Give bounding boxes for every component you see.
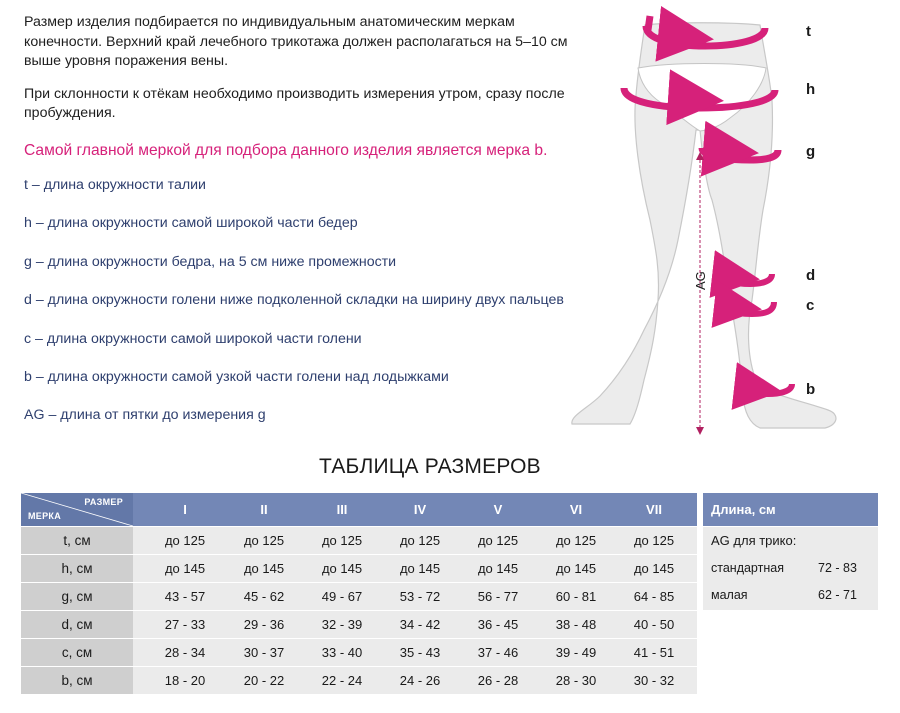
label-c: c [806,297,815,314]
table-cell: 35 - 43 [399,645,441,660]
corner-size-label: РАЗМЕР [84,497,123,507]
intro-paragraph-1: Размер изделия подбирается по индивидуальным анатомическим меркам конечности. Верхний край лечебного трикотажа должен располагаться на 5–10 см выше уровня поражения вены. [24,14,568,69]
key-measure-note: Самой главной меркой для подбора данного изделия является мерка b. [24,142,548,159]
row-label: d, см [21,611,133,638]
table-cell: 40 - 50 [633,617,675,632]
table-row [21,583,697,610]
table-cell: до 125 [399,533,441,548]
table-cell: 24 - 26 [399,673,441,688]
table-cell: до 125 [164,533,206,548]
table-cell: 38 - 48 [555,617,597,632]
corner-measure-label: МЕРКА [28,511,61,521]
table-cell: 49 - 67 [321,589,363,604]
table-cell: 36 - 45 [477,617,519,632]
definition-b: b – длина окружности самой узкой части голени над лодыжками [24,368,449,385]
length-row [711,588,871,606]
table-cell: 33 - 40 [321,645,363,660]
size-column-header: I [183,502,187,517]
table-cell: 45 - 62 [243,589,285,604]
table-cell: 29 - 36 [243,617,285,632]
table-cell: 39 - 49 [555,645,597,660]
intro-paragraph-2: При склонности к отёкам необходимо производить измерения утром, сразу после пробуждения. [24,85,565,121]
size-table-header [21,493,697,526]
length-row-name: малая [711,588,748,602]
table-cell: до 125 [243,533,285,548]
label-h: h [806,81,816,98]
table-cell: 22 - 24 [321,673,363,688]
table-title: ТАБЛИЦА РАЗМЕРОВ [319,455,541,478]
table-row [21,555,697,582]
table-cell: 27 - 33 [164,617,206,632]
intro-text [24,13,584,124]
length-row [711,561,871,579]
row-label: c, см [21,639,133,666]
label-g: g [806,143,816,160]
label-ag: AG [693,271,708,290]
table-cell: 56 - 77 [477,589,519,604]
table-cell: до 145 [321,561,363,576]
definition-h: h – длина окружности самой широкой части бедер [24,215,358,232]
size-column-header: III [336,502,348,517]
table-cell: 37 - 46 [477,645,519,660]
length-table-header: Длина, см [703,493,878,526]
definition-c: c – длина окружности самой широкой части голени [24,330,362,347]
table-cell: до 145 [633,561,675,576]
table-row [21,639,697,666]
length-row-name: стандартная [711,561,784,575]
size-column-header: VII [646,502,662,517]
length-row-value: 62 - 71 [818,588,857,602]
table-cell: до 125 [477,533,519,548]
table-cell: 41 - 51 [633,645,675,660]
definition-d: d – длина окружности голени ниже подколенной складки на ширину двух пальцев [24,292,564,309]
definition-t: t – длина окружности талии [24,177,206,193]
size-column-header: V [493,502,503,517]
leg-measurement-illustration [560,0,900,440]
table-cell: до 145 [164,561,206,576]
row-label: h, см [21,555,133,582]
table-cell: до 145 [399,561,441,576]
label-d: d [806,267,816,284]
table-cell: 30 - 32 [633,673,675,688]
definition-ag: AG – длина от пятки до измерения g [24,407,266,424]
table-cell: до 145 [477,561,519,576]
table-cell: до 125 [633,533,675,548]
table-cell: 28 - 34 [164,645,206,660]
measure-ag [693,152,708,435]
table-corner-cell [21,493,133,526]
table-cell: до 145 [243,561,285,576]
table-cell: 60 - 81 [555,589,597,604]
table-cell: до 125 [555,533,597,548]
table-cell: 18 - 20 [164,673,206,688]
table-cell: 64 - 85 [633,589,675,604]
table-row [21,667,697,694]
length-row-value: 72 - 83 [818,561,857,575]
row-label: t, см [21,527,133,554]
row-label: b, см [21,667,133,694]
table-cell: до 125 [321,533,363,548]
size-column-header: II [260,502,268,517]
length-table-body [703,527,878,610]
label-b: b [806,381,816,398]
table-cell: 53 - 72 [399,589,441,604]
size-column-header: IV [413,502,427,517]
definition-g: g – длина окружности бедра, на 5 см ниже промежности [24,253,397,270]
table-cell: 30 - 37 [243,645,285,660]
table-cell: 26 - 28 [477,673,519,688]
table-cell: 34 - 42 [399,617,441,632]
measurement-definitions [24,176,564,445]
table-row [21,611,697,638]
row-label: g, см [21,583,133,610]
label-t: t [806,23,811,40]
table-cell: до 145 [555,561,597,576]
table-row [21,527,697,554]
table-cell: 32 - 39 [321,617,363,632]
table-cell: 43 - 57 [164,589,206,604]
table-cell: 28 - 30 [555,673,597,688]
table-cell: 20 - 22 [243,673,285,688]
size-column-header: VI [569,502,583,517]
length-table-subtitle: AG для трико: [711,533,797,548]
